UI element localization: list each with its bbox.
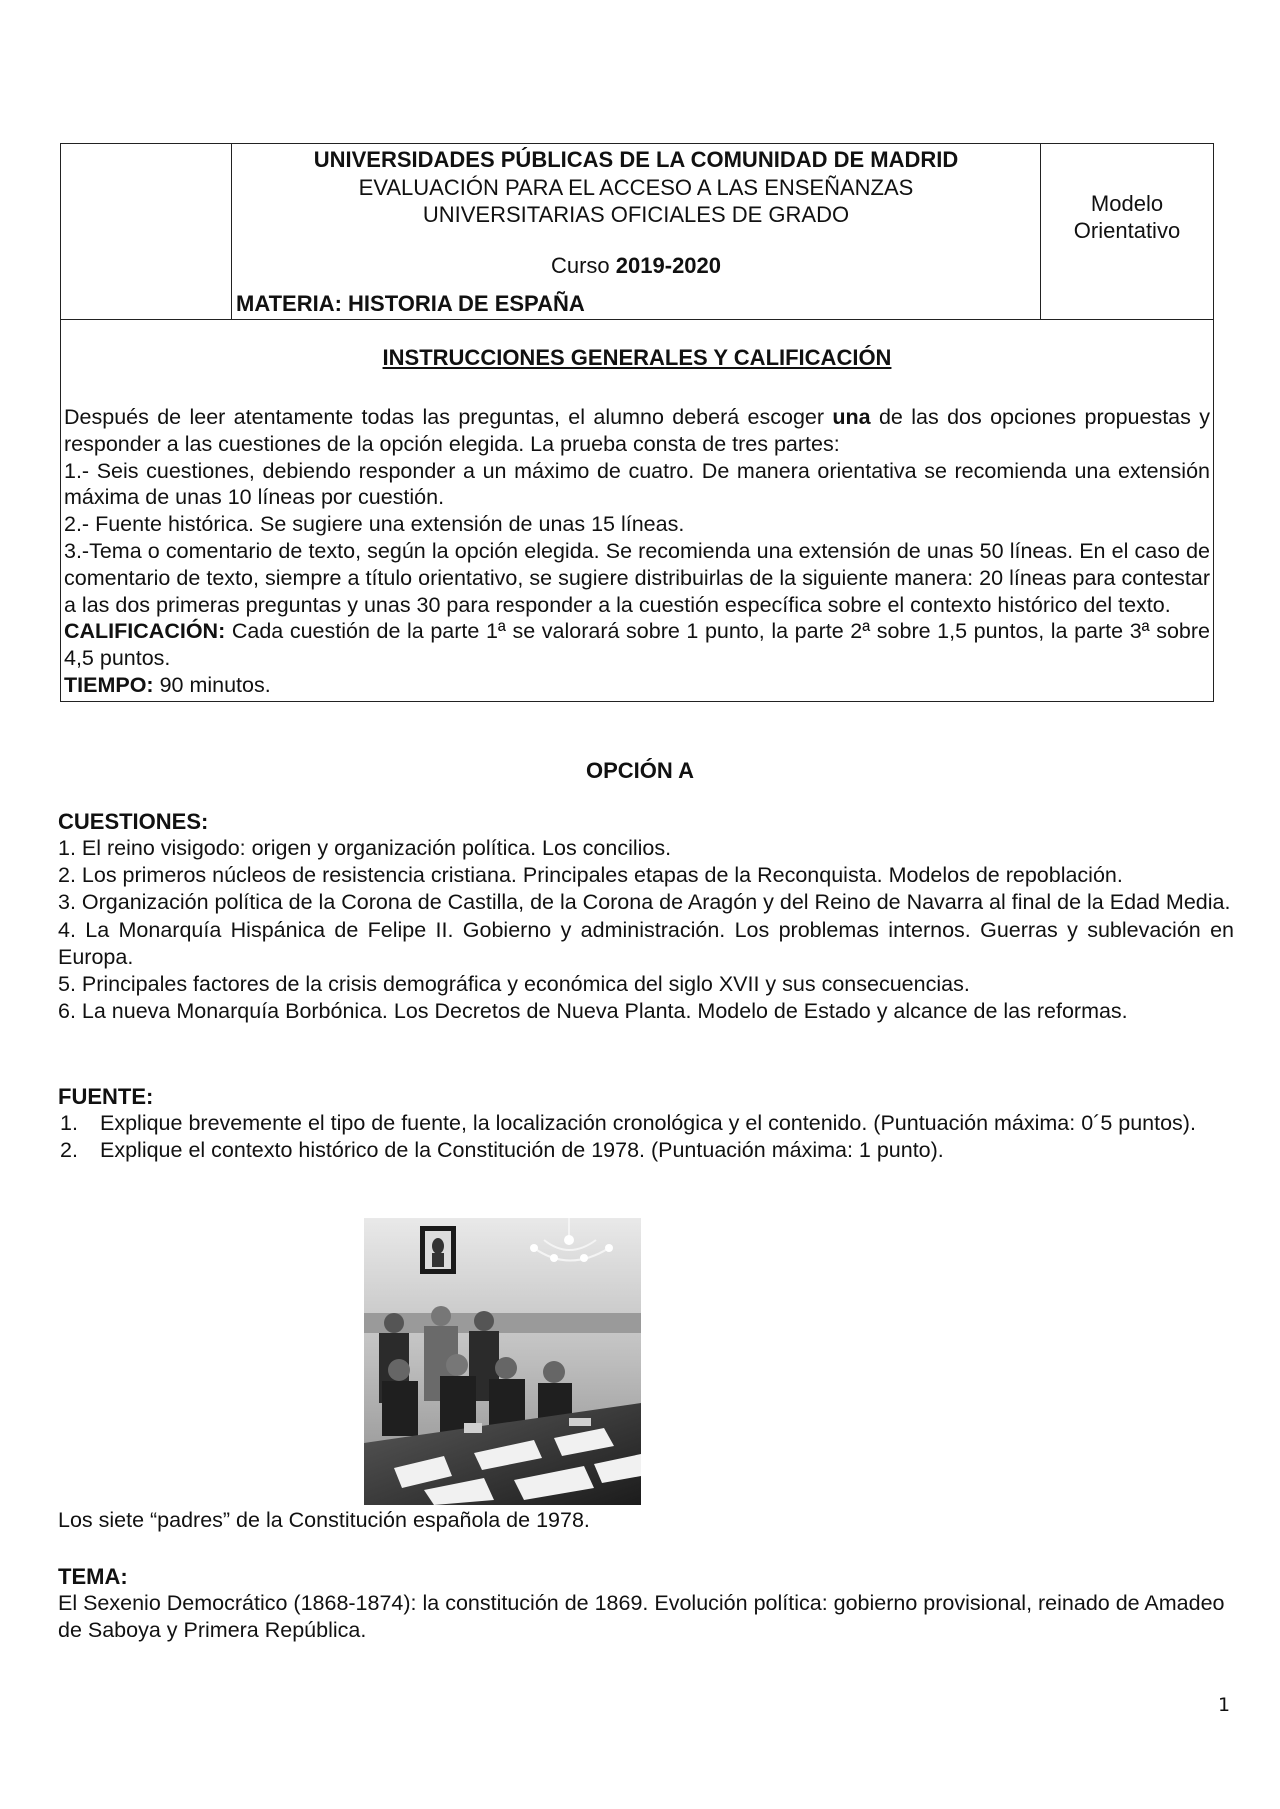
- header-table: [60, 143, 1214, 702]
- calificacion-text: Cada cuestión de la parte 1ª se valorará sobre 1 punto, la parte 2ª sobre 1,5 puntos, la parte 3ª sobre 4,5 puntos.: [64, 619, 1210, 671]
- fuente-item-2: [58, 1137, 1234, 1164]
- university-title: UNIVERSIDADES PÚBLICAS DE LA COMUNIDAD DE MADRID: [313, 147, 959, 172]
- question-1: 1. El reino visigodo: origen y organización política. Los concilios.: [58, 836, 672, 860]
- fuente-section: [58, 1083, 1234, 1164]
- question-3: 3. Organización política de la Corona de Castilla, de la Corona de Aragón y del Reino de Navarra al final de la Edad Media.: [58, 890, 1231, 915]
- fuente-number: 1.: [60, 1111, 78, 1135]
- fuente-heading: FUENTE:: [58, 1084, 154, 1109]
- curso: [232, 252, 1040, 280]
- instructions-part-2: 2.- Fuente histórica. Se sugiere una extensión de unas 15 líneas.: [64, 512, 685, 537]
- fuente-text: Explique el contexto histórico de la Constitución de 1978. (Puntuación máxima: 1 punto).: [100, 1138, 944, 1163]
- cuestiones-heading: CUESTIONES:: [58, 809, 209, 834]
- instructions-heading: INSTRUCCIONES GENERALES Y CALIFICACIÓN: [382, 345, 892, 370]
- model-label: [1041, 190, 1213, 244]
- fuente-item-1: [58, 1110, 1234, 1137]
- question-2: 2. Los primeros núcleos de resistencia cristiana. Principales etapas de la Reconquista. Modelos de repoblación.: [58, 863, 1123, 888]
- tema-section: [58, 1563, 1234, 1644]
- tema-heading: TEMA:: [58, 1564, 128, 1589]
- curso-label: Curso: [550, 253, 610, 278]
- tema-text: El Sexenio Democrático (1868-1874): la constitución de 1869. Evolución política: gobierno provisional, reinado de Amadeo de Saboya y Primera República.: [58, 1591, 1225, 1643]
- cuestiones-section: [58, 808, 1234, 1025]
- title-cell: [232, 144, 1041, 320]
- fuente-text: Explique brevemente el tipo de fuente, la localización cronológica y el contenido. (Puntuación máxima: 0´5 puntos).: [100, 1111, 1196, 1135]
- model-cell: [1041, 144, 1214, 320]
- question-4: 4. La Monarquía Hispánica de Felipe II. Gobierno y administración. Los problemas internos. Guerras y sublevación en Europa.: [58, 917, 1234, 969]
- tiempo-label: TIEMPO:: [64, 672, 154, 697]
- question-6: 6. La nueva Monarquía Borbónica. Los Decretos de Nueva Planta. Modelo de Estado y alcance de las reformas.: [58, 999, 1128, 1024]
- model-line-2: Orientativo: [1073, 218, 1181, 243]
- evaluation-line-1: EVALUACIÓN PARA EL ACCESO A LAS ENSEÑANZAS: [358, 175, 914, 200]
- evaluation-line-2: UNIVERSITARIAS OFICIALES DE GRADO: [422, 202, 850, 227]
- logo-cell: [61, 144, 232, 320]
- question-5: 5. Principales factores de la crisis demográfica y económica del siglo XVII y sus consecuencias.: [58, 972, 970, 997]
- constitution-fathers-photo: [364, 1218, 641, 1505]
- calificacion: [64, 618, 1210, 672]
- fuente-number: 2.: [60, 1138, 78, 1163]
- instructions-cell: [61, 320, 1214, 702]
- page-number: 1: [1218, 1694, 1231, 1716]
- photo-caption: Los siete “padres” de la Constitución española de 1978.: [58, 1508, 590, 1532]
- materia: MATERIA: HISTORIA DE ESPAÑA: [236, 291, 585, 316]
- option-title: OPCIÓN A: [586, 758, 694, 783]
- instructions-part-3: 3.-Tema o comentario de texto, según la opción elegida. Se recomienda una extensión de unas 50 líneas. En el caso de comentario de texto, siempre a título orientativo, se sugiere distribuirlas de la siguiente manera: 20 líneas para contestar a las dos primeras preguntas y unas 30 para responder a la cuestión específica sobre el contexto histórico del texto.: [64, 538, 1210, 617]
- tiempo-text: 90 minutos.: [153, 672, 271, 697]
- instructions-part-1: 1.- Seis cuestiones, debiendo responder a un máximo de cuatro. De manera orientativa se recomienda una extensión máxima de unas 10 líneas por cuestión.: [64, 458, 1210, 510]
- intro-emphasis: una: [832, 405, 871, 429]
- curso-year: 2019-2020: [615, 253, 722, 278]
- photo-illustration: [364, 1218, 641, 1505]
- instructions-intro: [64, 404, 1210, 458]
- intro-text: Después de leer atentamente todas las preguntas, el alumno deberá escoger: [64, 405, 833, 429]
- calificacion-label: CALIFICACIÓN:: [64, 619, 226, 644]
- intro-text-end: de las dos opciones propuestas y responder a las cuestiones de la opción elegida. La prueba consta de tres partes:: [64, 405, 1210, 456]
- tiempo: [64, 672, 1210, 699]
- model-line-1: Modelo: [1090, 191, 1164, 216]
